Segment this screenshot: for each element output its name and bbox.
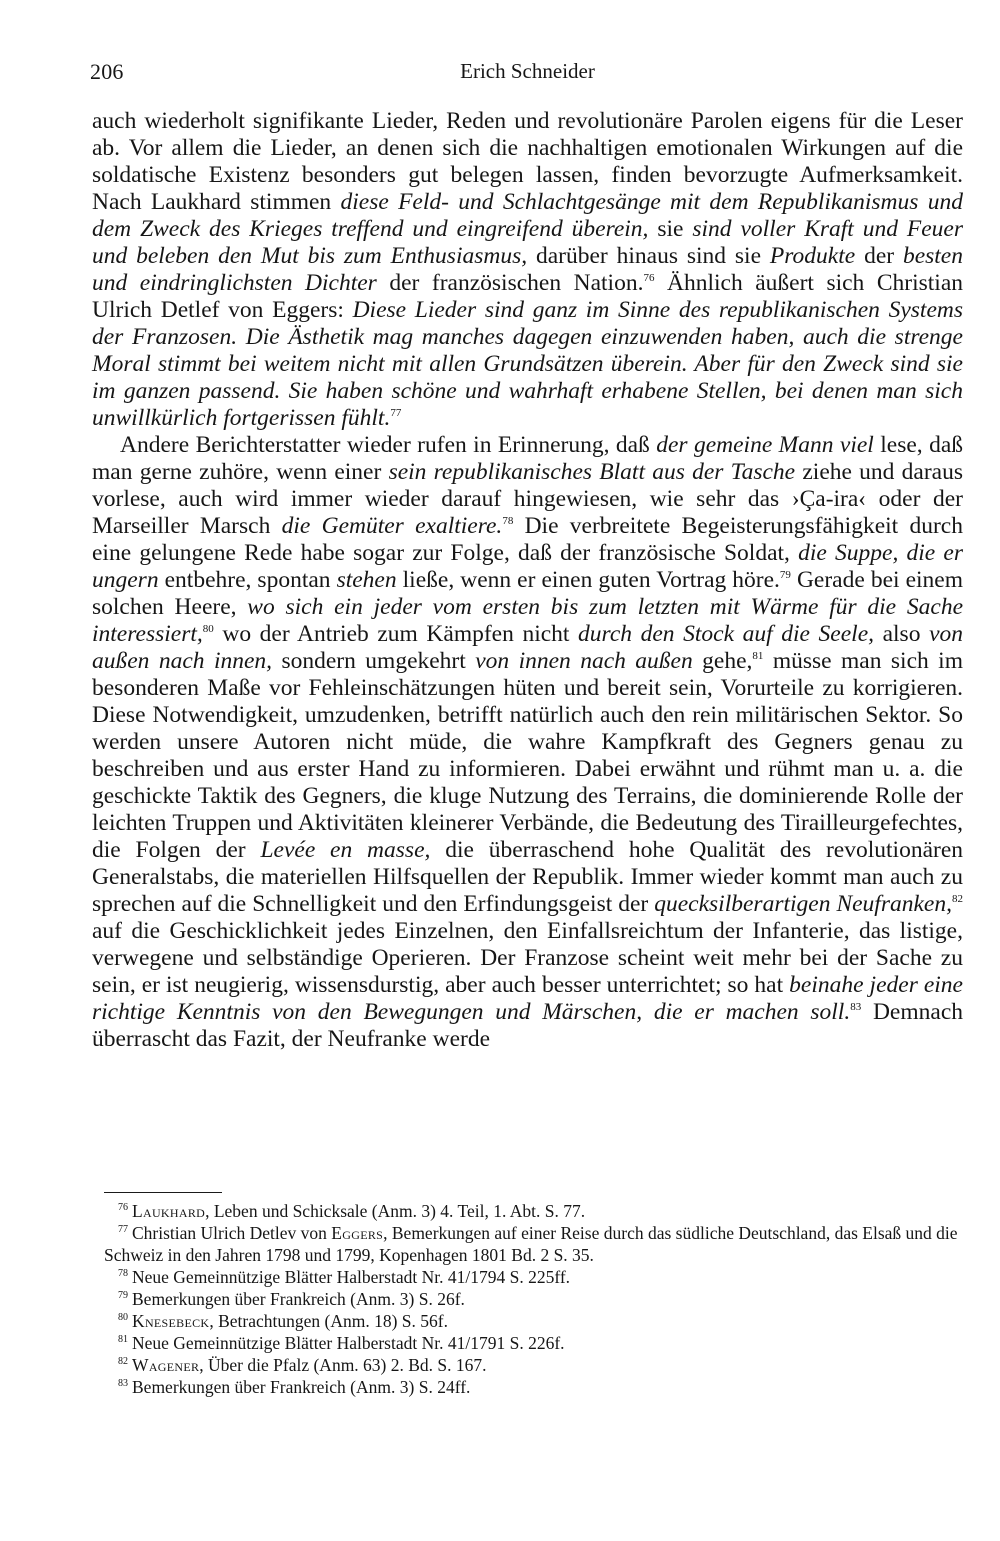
text-run: Andere Berichterstatter wieder rufen in Erinnerung, daß — [120, 432, 657, 458]
italic-quote: diese Feld- und Schlachtgesänge mit dem Republikanismus und dem Zweck des Krieges treffend und eingreifend überein, — [92, 189, 963, 242]
italic-quote: die er ungern — [92, 540, 964, 593]
text-run: also — [874, 621, 930, 647]
footnote-ref: 80 — [202, 623, 214, 636]
author-name: Eggers — [331, 1223, 384, 1243]
text-run: der — [855, 243, 903, 269]
running-head: Erich Schneider — [460, 59, 595, 83]
footnote-ref: 81 — [752, 650, 764, 663]
footnote-number: 79 — [118, 1290, 128, 1302]
text-run: der französischen Nation. — [376, 270, 644, 296]
text-run: Gerade bei einem solchen Heere, — [92, 567, 963, 620]
author-name: Wagener — [132, 1355, 200, 1375]
footnote — [104, 1288, 966, 1310]
footnotes — [104, 1200, 966, 1398]
footnote-number: 80 — [118, 1312, 128, 1324]
footnote-text: Bemerkungen über Frankreich (Anm. 3) S. 26f. — [132, 1289, 465, 1309]
footnote-number: 76 — [118, 1202, 128, 1214]
text-run: Demnach überrascht das Fazit, der Neufranke werde — [92, 999, 963, 1052]
footnote-ref: 82 — [951, 893, 963, 906]
footnote-rule — [104, 1192, 222, 1193]
paragraph — [92, 432, 963, 1053]
footnote-ref: 79 — [779, 569, 791, 582]
footnote-ref: 77 — [390, 407, 402, 420]
italic-quote: wo sich ein jeder vom ersten bis zum letzten mit Wärme für die Sache interessiert, — [92, 594, 963, 647]
author-name: Laukhard — [132, 1201, 206, 1221]
footnote-ref: 83 — [850, 1001, 862, 1014]
text-run: auf die Geschicklichkeit jedes Einzelnen, den Einfallsreichtum der Infanterie, das listige, verwegene und selbständige Operieren. Der Franzose scheint weit mehr bei der Sache zu sein, er ist neugierig, wissensdurstig, aber auch besser unterrichtet; so hat — [92, 918, 963, 998]
page-header — [90, 59, 965, 93]
text-run: sondern umgekehrt — [272, 648, 476, 674]
italic-quote: sein republikanisches Blatt aus der Tasche — [388, 459, 796, 485]
text-run: entbehre, spontan — [158, 567, 337, 593]
author-name: Knesebeck — [132, 1311, 210, 1331]
page-number: 206 — [90, 59, 124, 84]
text-run: ziehe und daraus vorlese, auch wird immer wieder darauf hingewiesen, wie sehr das ›Ça-ira‹ oder der Marseiller Marsch — [92, 459, 964, 539]
footnote-ref: 78 — [502, 515, 514, 528]
footnote-text: Neue Gemeinnützige Blätter Halberstadt Nr. 41/1791 S. 226f. — [132, 1333, 565, 1353]
italic-quote: stehen — [336, 567, 397, 593]
italic-quote: Levée en masse, — [260, 837, 431, 863]
italic-quote: quecksilberartigen Neufranken, — [654, 891, 952, 917]
body-text — [92, 108, 963, 1053]
italic-quote: besten und eindringlichsten Dichter — [92, 243, 963, 296]
italic-quote: die Suppe, — [798, 540, 899, 566]
footnote-number: 78 — [118, 1268, 128, 1280]
paragraph — [92, 108, 963, 432]
footnote-ref: 76 — [643, 272, 655, 285]
italic-quote: Produkte — [769, 243, 856, 269]
text-run: die überraschend hohe Qualität des revolutionären Generalstabs, die materiellen Hilfsquellen der Republik. Immer wieder kommt man auch zu sprechen auf die Schnelligkeit und den Erfindungsgeist der — [92, 837, 964, 917]
text-run: sie — [648, 216, 693, 242]
text-run — [898, 540, 906, 566]
footnote-text: Bemerkungen über Frankreich (Anm. 3) S. 24ff. — [132, 1377, 471, 1397]
text-run: auch wiederholt signifikante Lieder, Reden und revolutionäre Parolen eigens für die Leser ab. Vor allem die Lieder, an denen sich die nachhaltigen emotionalen Wirkungen auf die soldatische Existenz besonders gut belegen lassen, finden bevorzugte Aufmerksamkeit. Nach Laukhard stimmen — [92, 108, 963, 215]
italic-quote: Diese Lieder sind ganz im Sinne des republikanischen Systems der Franzosen. Die Ästhetik mag manches dagegen einzuwenden haben, auch die strenge Moral stimmt bei weitem nicht mit allen Grundsätzen überein. Aber für den Zweck sind sie im ganzen passend. Sie haben schöne und wahrhaft erhabene Stellen, bei denen man sich unwillkürlich fortgerissen fühlt. — [92, 297, 963, 431]
footnote-text: Christian Ulrich Detlev von — [132, 1223, 332, 1243]
footnote — [104, 1200, 966, 1222]
text-run: ließe, wenn er einen guten Vortrag höre. — [396, 567, 780, 593]
footnote-number: 77 — [118, 1224, 128, 1236]
text-run: Ähnlich äußert sich Christian Ulrich Detlef von Eggers: — [92, 270, 963, 323]
text-run: gehe, — [692, 648, 753, 674]
text-run: wo der Antrieb zum Kämpfen nicht — [213, 621, 579, 647]
italic-quote: beinahe jeder eine richtige Kenntnis von den Bewegungen und Märschen, die er machen soll. — [92, 972, 963, 1025]
text-run: Die verbreitete Begeisterungsfähigkeit durch eine gelungene Rede habe sogar zur Folge, daß der französische Soldat, — [92, 513, 963, 566]
footnote-text: , Betrachtungen (Anm. 18) S. 56f. — [209, 1311, 448, 1331]
italic-quote: durch den Stock auf die Seele, — [578, 621, 874, 647]
italic-quote: von innen nach außen — [475, 648, 693, 674]
italic-quote: die Gemüter exaltiere. — [281, 513, 503, 539]
footnote — [104, 1376, 966, 1398]
footnote — [104, 1266, 966, 1288]
footnote-number: 83 — [118, 1378, 128, 1390]
text-run: darüber hinaus sind sie — [527, 243, 770, 269]
footnote-text: , Leben und Schicksale (Anm. 3) 4. Teil, 1. Abt. S. 77. — [205, 1201, 586, 1221]
footnote — [104, 1354, 966, 1376]
footnote-text: Neue Gemeinnützige Blätter Halberstadt Nr. 41/1794 S. 225ff. — [132, 1267, 571, 1287]
italic-quote: der gemeine Mann viel — [656, 432, 874, 458]
footnote-text: , Über die Pfalz (Anm. 63) 2. Bd. S. 167. — [199, 1355, 487, 1375]
footnote — [104, 1222, 966, 1266]
footnote-text: , Bemerkungen auf einer Reise durch das südliche Deutschland, das Elsaß und die Schweiz in den Jahren 1798 und 1799, Kopenhagen 1801 Bd. 2 S. 35. — [104, 1223, 958, 1265]
text-run: müsse man sich im besonderen Maße vor Fehleinschätzungen hüten und bereit sein, Vorurteile zu korrigieren. Diese Notwendigkeit, umzudenken, betrifft natürlich auch den rein militärischen Sektor. So werden unsere Autoren nicht müde, die wahre Kampfkraft des Gegners genau zu beschreiben und aus erster Hand zu informieren. Dabei erwähnt und rühmt man u. a. die geschickte Taktik des Gegners, die kluge Nutzung des Terrains, die dominierende Rolle der leichten Truppen und Aktivitäten kleinerer Verbände, die Bedeutung des Tirailleurgefechtes, die Folgen der — [92, 648, 963, 863]
footnote — [104, 1310, 966, 1332]
footnote-number: 81 — [118, 1334, 128, 1346]
footnote — [104, 1332, 966, 1354]
italic-quote: sind voller Kraft und Feuer und beleben den Mut bis zum Enthusiasmus, — [92, 216, 964, 269]
footnote-number: 82 — [118, 1356, 128, 1368]
text-run: lese, daß man gerne zuhöre, wenn einer — [92, 432, 963, 485]
italic-quote: von außen nach innen, — [92, 621, 963, 674]
